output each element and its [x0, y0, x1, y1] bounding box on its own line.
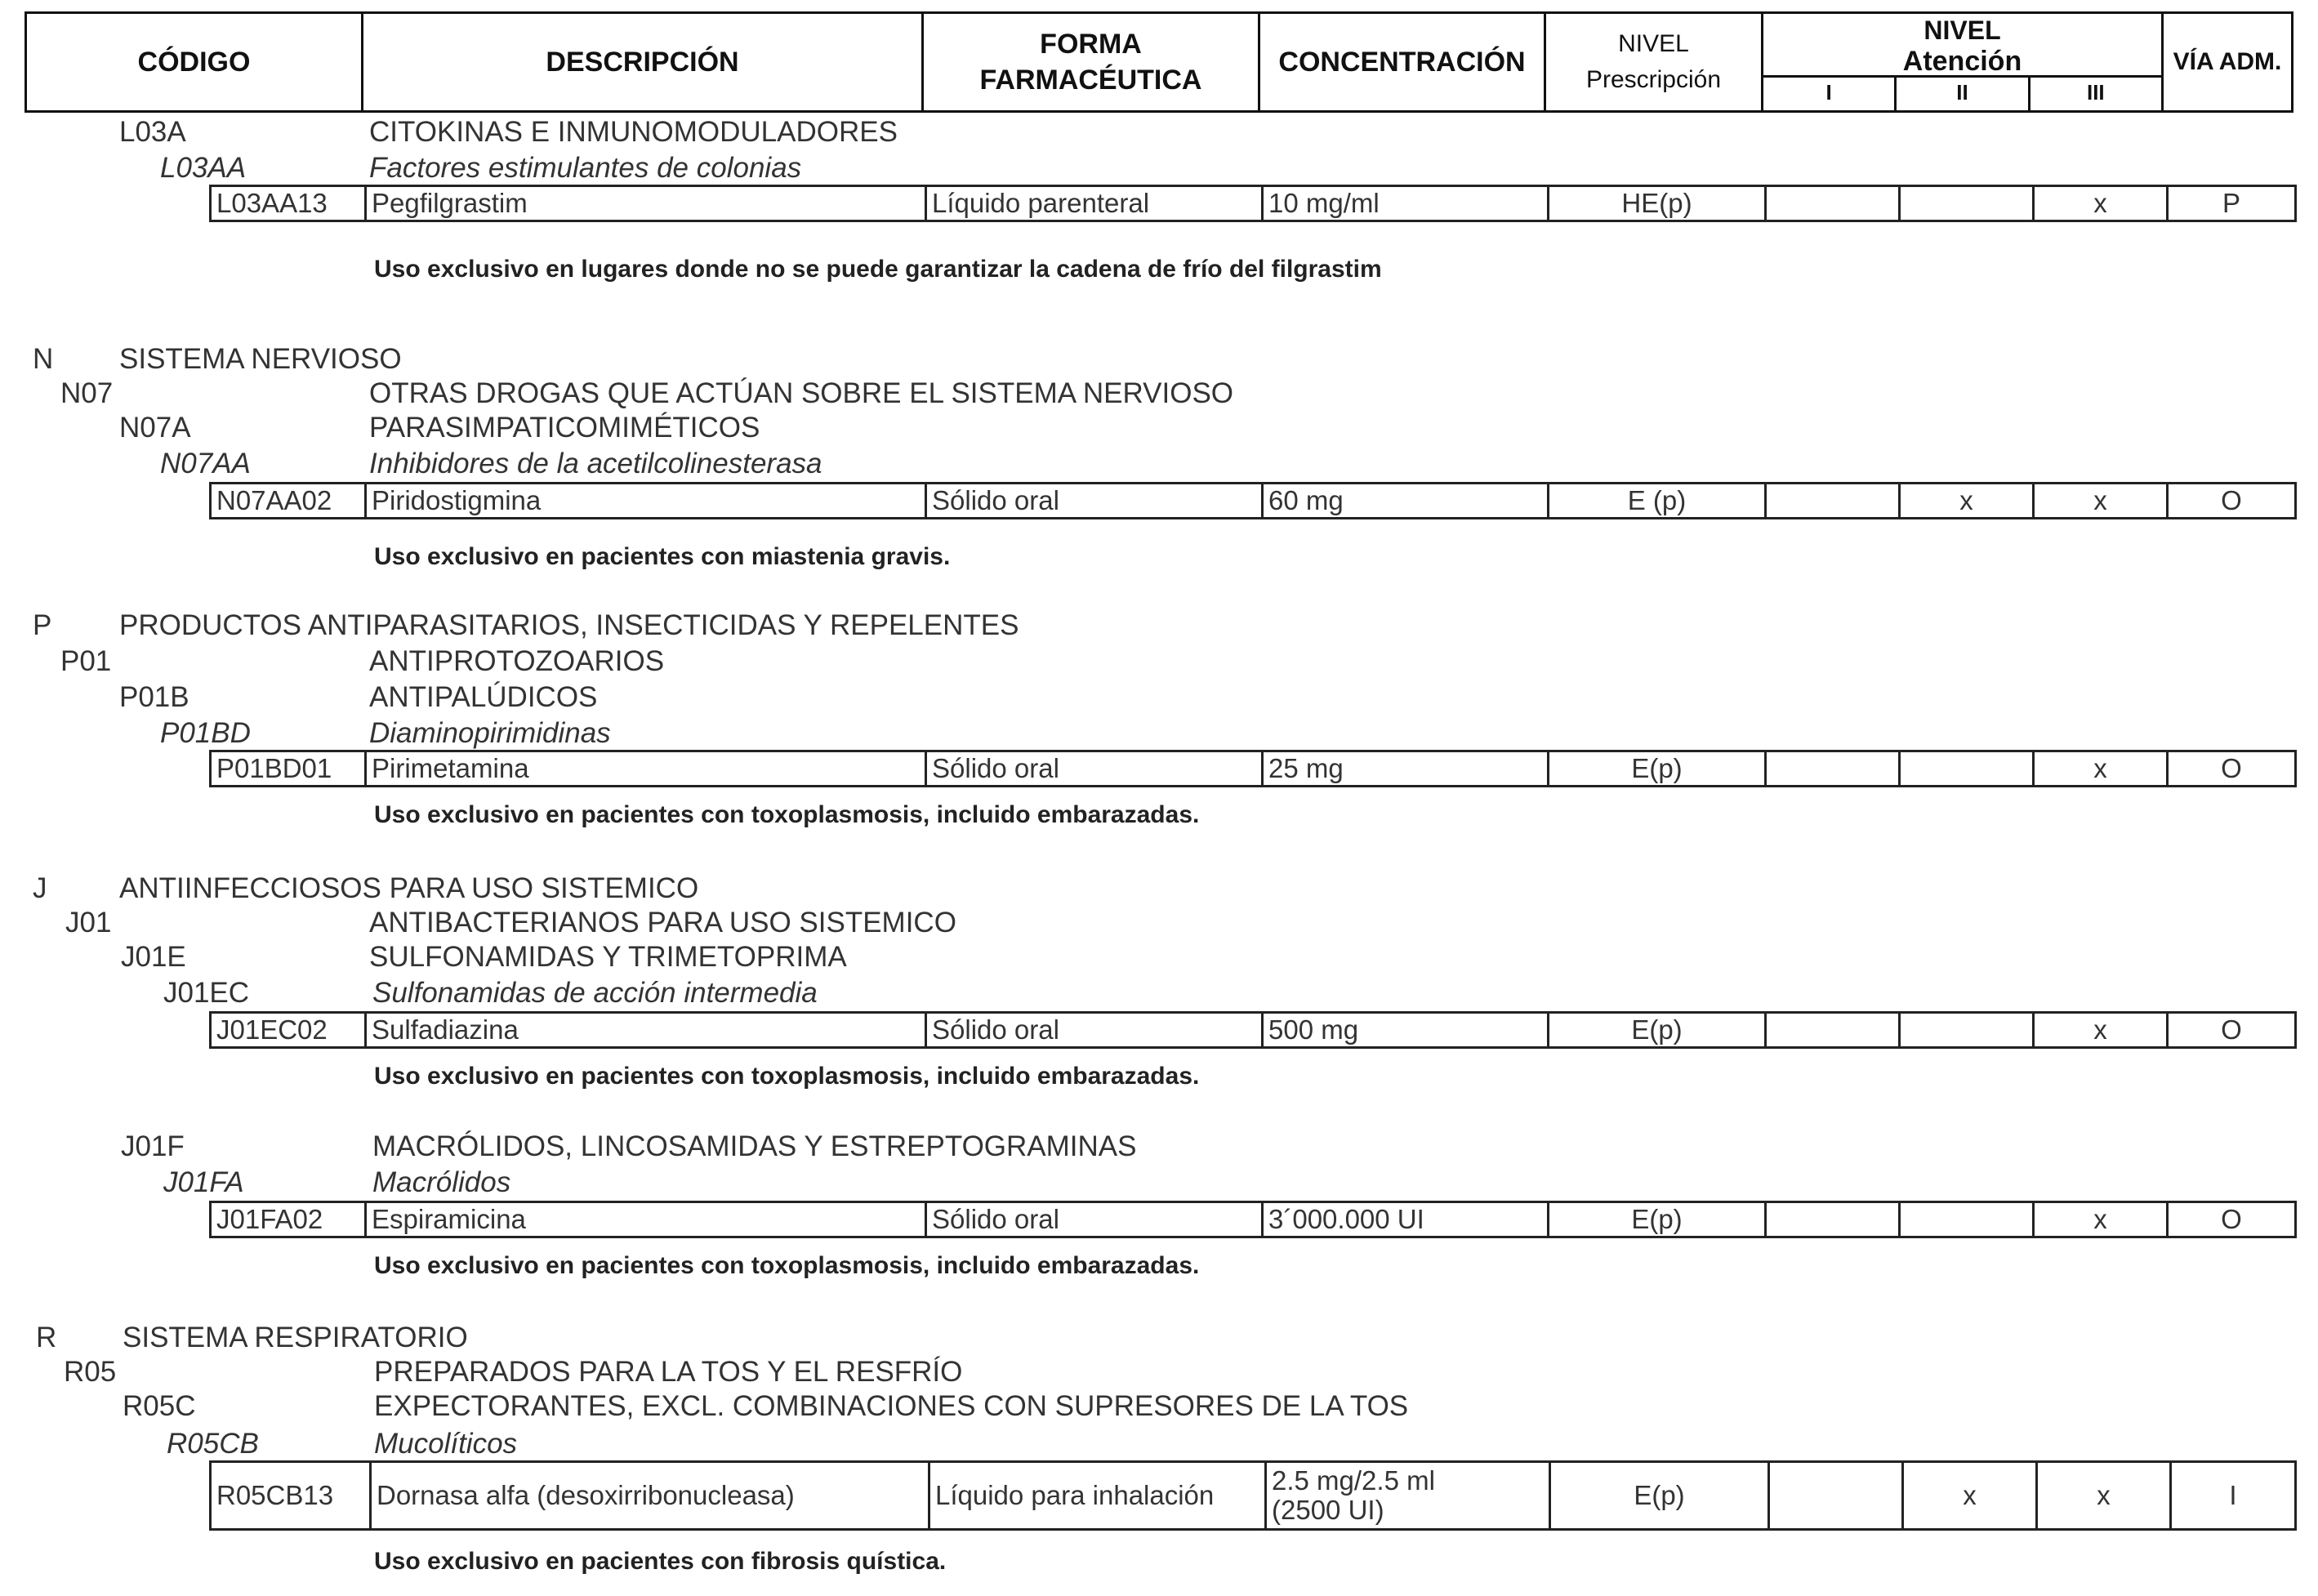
- group-title: ANTIPROTOZOARIOS: [369, 645, 665, 677]
- group-code: L03A: [119, 116, 186, 148]
- header-nivel-presc-line1: NIVEL: [1618, 30, 1689, 57]
- cell-nivel-ii: [1901, 187, 2035, 220]
- cell-concentracion: 60 mg: [1264, 484, 1549, 517]
- subgroup-code: R05CB: [167, 1428, 259, 1460]
- cell-prescripcion: E(p): [1549, 752, 1767, 785]
- group-title: ANTIBACTERIANOS PARA USO SISTEMICO: [369, 907, 956, 938]
- cell-nivel-iii: x: [2035, 1203, 2169, 1236]
- cell-descripcion: Sulfadiazina: [367, 1014, 927, 1046]
- group-code: R05C: [123, 1390, 196, 1422]
- cell-concentracion: [1267, 1463, 1551, 1528]
- cell-codigo: R05CB13: [212, 1463, 372, 1528]
- group-title: PARASIMPATICOMIMÉTICOS: [369, 412, 760, 444]
- cell-forma: Líquido parenteral: [927, 187, 1264, 220]
- cell-nivel-ii: x: [1901, 484, 2035, 517]
- group-title: ANTIINFECCIOSOS PARA USO SISTEMICO: [119, 872, 699, 904]
- group-title: OTRAS DROGAS QUE ACTÚAN SOBRE EL SISTEMA NERVIOSO: [369, 377, 1234, 409]
- cell-forma: Sólido oral: [927, 484, 1264, 517]
- header-forma-line2: FARMACÉUTICA: [979, 65, 1202, 96]
- table-row: [209, 185, 2297, 222]
- header-nivel-prescripcion: [1546, 14, 1763, 110]
- cell-nivel-i: [1770, 1463, 1904, 1528]
- table-row: [209, 1201, 2297, 1238]
- group-title: MACRÓLIDOS, LINCOSAMIDAS Y ESTREPTOGRAMINAS: [372, 1130, 1137, 1162]
- cell-concentracion-line1: 2.5 mg/2.5 ml: [1272, 1465, 1435, 1496]
- cell-forma: Sólido oral: [927, 752, 1264, 785]
- cell-nivel-i: [1767, 484, 1901, 517]
- subgroup-title: Mucolíticos: [374, 1428, 518, 1460]
- cell-nivel-iii: x: [2035, 187, 2169, 220]
- header-codigo: CÓDIGO: [27, 14, 363, 110]
- header-via: VÍA ADM.: [2173, 48, 2282, 75]
- cell-nivel-iii: x: [2035, 484, 2169, 517]
- cell-via: O: [2221, 1204, 2242, 1234]
- header-descripcion: DESCRIPCIÓN: [363, 14, 924, 110]
- subgroup-title: Macrólidos: [372, 1166, 511, 1198]
- header-forma-line1: FORMA: [1040, 29, 1142, 60]
- cell-codigo: J01EC02: [212, 1014, 367, 1046]
- cell-forma: Sólido oral: [927, 1014, 1264, 1046]
- group-code: R05: [64, 1356, 117, 1388]
- table-row: [209, 1011, 2297, 1049]
- cell-codigo: N07AA02: [212, 484, 367, 517]
- subgroup-code: J01FA: [163, 1166, 244, 1198]
- cell-nivel-i: [1767, 1014, 1901, 1046]
- header-nivel-ii: II: [1897, 78, 2030, 110]
- group-title: PREPARADOS PARA LA TOS Y EL RESFRÍO: [374, 1356, 963, 1388]
- usage-note: Uso exclusivo en pacientes con toxoplasmosis, incluido embarazadas.: [374, 1063, 1200, 1090]
- group-code: P01B: [119, 681, 189, 713]
- cell-concentracion: 25 mg: [1264, 752, 1549, 785]
- header-nivel-aten-line2: Atención: [1902, 46, 2022, 77]
- usage-note: Uso exclusivo en lugares donde no se puede garantizar la cadena de frío del filgrastim: [374, 256, 1382, 283]
- cell-forma: Sólido oral: [927, 1203, 1264, 1236]
- cell-descripcion: Pegfilgrastim: [367, 187, 927, 220]
- group-code: N07A: [119, 412, 191, 444]
- group-code: P01: [60, 645, 112, 677]
- header-nivel-atencion: [1763, 14, 2164, 110]
- usage-note: Uso exclusivo en pacientes con miastenia gravis.: [374, 543, 951, 570]
- usage-note: Uso exclusivo en pacientes con fibrosis quística.: [374, 1548, 947, 1575]
- cell-descripcion: Piridostigmina: [367, 484, 927, 517]
- usage-note: Uso exclusivo en pacientes con toxoplasmosis, incluido embarazadas.: [374, 801, 1200, 828]
- cell-forma: Líquido para inhalación: [930, 1463, 1267, 1528]
- subgroup-title: Diaminopirimidinas: [369, 717, 611, 749]
- cell-nivel-ii: [1901, 1203, 2035, 1236]
- subgroup-code: N07AA: [160, 448, 251, 479]
- cell-codigo: P01BD01: [212, 752, 367, 785]
- cell-prescripcion: E (p): [1549, 484, 1767, 517]
- group-code: P: [33, 609, 52, 641]
- cell-prescripcion: E(p): [1551, 1463, 1770, 1528]
- subgroup-code: J01EC: [163, 977, 250, 1009]
- group-code: R: [36, 1322, 57, 1353]
- cell-nivel-iii: x: [2035, 752, 2169, 785]
- cell-nivel-iii: x: [2038, 1463, 2172, 1528]
- header-nivel-subcells: [1763, 75, 2161, 110]
- cell-via: O: [2221, 1014, 2242, 1045]
- cell-descripcion: Pirimetamina: [367, 752, 927, 785]
- cell-via: O: [2221, 753, 2242, 783]
- group-title: ANTIPALÚDICOS: [369, 681, 598, 713]
- header-nivel-presc-line2: Prescripción: [1585, 66, 1722, 93]
- cell-descripcion: Dornasa alfa (desoxirribonucleasa): [372, 1463, 930, 1528]
- cell-codigo: J01FA02: [212, 1203, 367, 1236]
- cell-via: I: [2229, 1480, 2237, 1510]
- cell-nivel-ii: [1901, 1014, 2035, 1046]
- header-nivel-aten-line1: NIVEL: [1923, 16, 2001, 45]
- cell-concentracion: 10 mg/ml: [1264, 187, 1549, 220]
- cell-codigo: L03AA13: [212, 187, 367, 220]
- table-row: [209, 750, 2297, 787]
- cell-nivel-i: [1767, 1203, 1901, 1236]
- cell-concentracion: 500 mg: [1264, 1014, 1549, 1046]
- group-code: N07: [60, 377, 114, 409]
- table-row: [209, 482, 2297, 519]
- header-concentracion: CONCENTRACIÓN: [1260, 14, 1546, 110]
- cell-nivel-ii: [1901, 752, 2035, 785]
- group-code: J01E: [121, 941, 186, 973]
- cell-nivel-i: [1767, 752, 1901, 785]
- subgroup-title: Inhibidores de la acetilcolinesterasa: [369, 448, 822, 479]
- group-title: SISTEMA RESPIRATORIO: [123, 1322, 468, 1353]
- cell-prescripcion: HE(p): [1549, 187, 1767, 220]
- subgroup-code: P01BD: [160, 717, 251, 749]
- group-title: CITOKINAS E INMUNOMODULADORES: [369, 116, 898, 148]
- subgroup-code: L03AA: [160, 152, 247, 184]
- group-code: J01: [65, 907, 112, 938]
- cell-nivel-iii: x: [2035, 1014, 2169, 1046]
- subgroup-title: Factores estimulantes de colonias: [369, 152, 802, 184]
- cell-prescripcion: E(p): [1549, 1014, 1767, 1046]
- header-nivel-i: I: [1763, 78, 1897, 110]
- group-title: PRODUCTOS ANTIPARASITARIOS, INSECTICIDAS Y REPELENTES: [119, 609, 1019, 641]
- group-code: J: [33, 872, 47, 904]
- cell-prescripcion: E(p): [1549, 1203, 1767, 1236]
- cell-nivel-i: [1767, 187, 1901, 220]
- cell-concentracion-line2: (2500 UI): [1272, 1495, 1384, 1525]
- cell-concentracion: 3´000.000 UI: [1264, 1203, 1549, 1236]
- subgroup-title: Sulfonamidas de acción intermedia: [372, 977, 818, 1009]
- group-code: N: [33, 343, 54, 375]
- header-forma: [924, 14, 1260, 110]
- usage-note: Uso exclusivo en pacientes con toxoplasmosis, incluido embarazadas.: [374, 1252, 1200, 1279]
- table-header: [25, 11, 2293, 113]
- group-title: SISTEMA NERVIOSO: [119, 343, 402, 375]
- header-nivel-iii: III: [2086, 80, 2105, 105]
- cell-via: O: [2221, 485, 2242, 515]
- group-title: EXPECTORANTES, EXCL. COMBINACIONES CON SUPRESORES DE LA TOS: [374, 1390, 1409, 1422]
- group-title: SULFONAMIDAS Y TRIMETOPRIMA: [369, 941, 847, 973]
- table-row: [209, 1460, 2297, 1531]
- group-code: J01F: [121, 1130, 185, 1162]
- cell-nivel-ii: x: [1904, 1463, 2038, 1528]
- cell-descripcion: Espiramicina: [367, 1203, 927, 1236]
- cell-via: P: [2222, 188, 2240, 218]
